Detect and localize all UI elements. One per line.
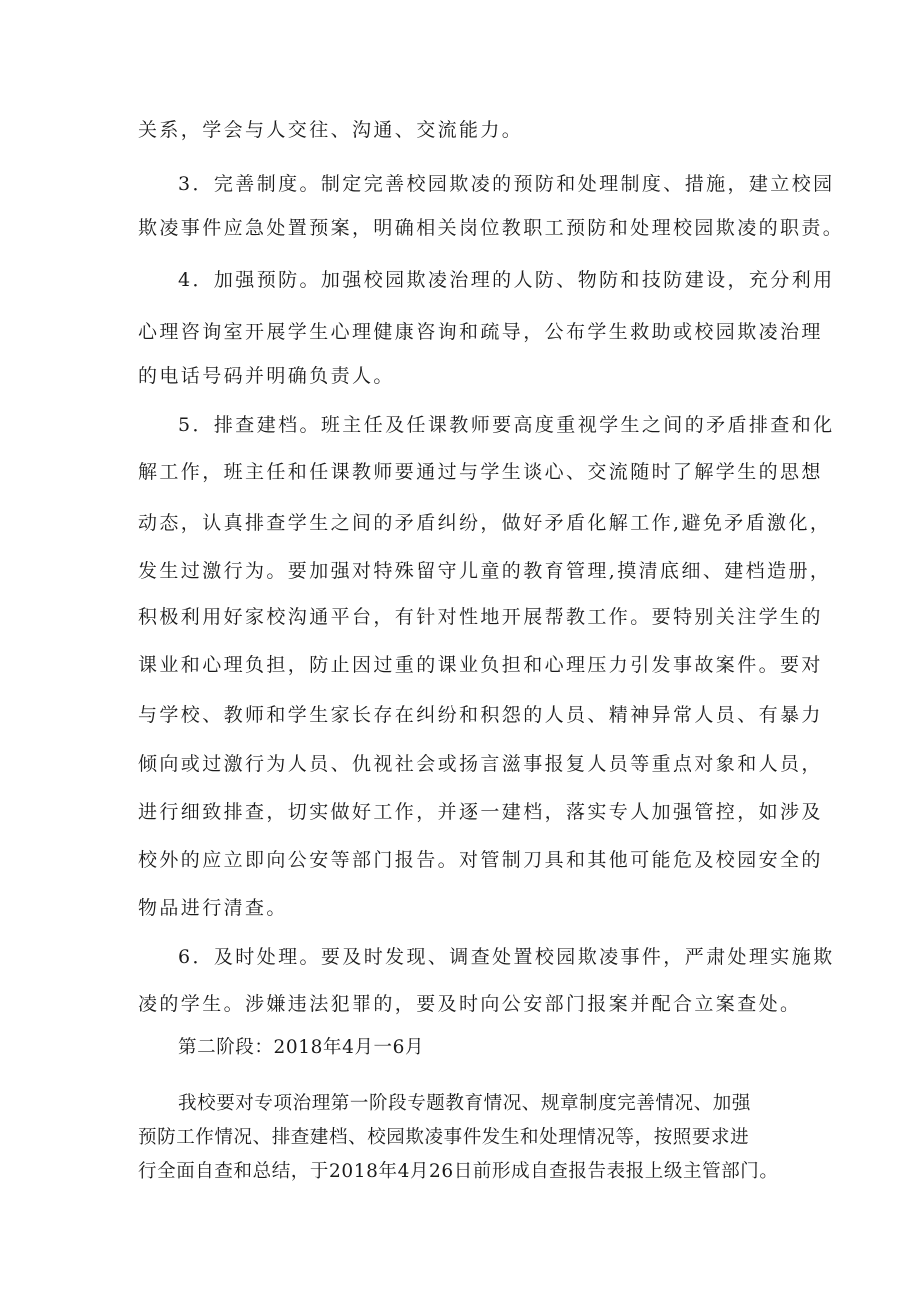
stage-two-heading: 第二阶段：2018年4月一6月 <box>178 1037 425 1058</box>
text-line: 心理咨询室开展学生心理健康咨询和疏导，公布学生救助或校园欺凌治理 <box>138 321 823 343</box>
text-line: 关系，学会与人交往、沟通、交流能力。 <box>138 119 524 141</box>
section-5-heading-line: 5．排查建档。班主任及任课教师要高度重视学生之间的矛盾排查和化 <box>178 414 835 436</box>
text-line: 凌的学生。涉嫌违法犯罪的，要及时向公安部门报案并配合立案查处。 <box>138 993 802 1015</box>
text-line: 解工作，班主任和任课教师要通过与学生谈心、交流随时了解学生的思想 <box>138 461 823 483</box>
text-line: 的电话号码并明确负责人。 <box>138 365 395 387</box>
text-line: 进行细致排查，切实做好工作，并逐一建档，落实专人加强管控，如涉及 <box>138 801 823 823</box>
text-line: 倾向或过激行为人员、仇视社会或扬言滋事报复人员等重点对象和人员， <box>138 753 823 775</box>
text-line: 动态，认真排查学生之间的矛盾纠纷，做好矛盾化解工作,避免矛盾激化， <box>138 512 832 534</box>
section-4-heading-line: 4．加强预防。加强校园欺凌治理的人防、物防和技防建设，充分利用 <box>178 269 835 291</box>
text-line: 与学校、教师和学生家长存在纠纷和积怨的人员、精神异常人员、有暴力 <box>138 704 823 726</box>
text-line: 发生过激行为。要加强对特殊留守儿童的教育管理,摸清底细、建档造册， <box>138 560 832 582</box>
text-line: 欺凌事件应急处置预案，明确相关岗位教职工预防和处理校园欺凌的职责。 <box>138 217 845 239</box>
text-line: 课业和心理负担，防止因过重的课业负担和心理压力引发事故案件。要对 <box>138 654 823 676</box>
text-line: 校外的应立即向公安等部门报告。对管制刀具和其他可能危及校园安全的 <box>138 849 823 871</box>
section-6-heading-line: 6．及时处理。要及时发现、调查处置校园欺凌事件，严肃处理实施欺 <box>178 946 835 968</box>
text-line: 物品进行清查。 <box>138 897 288 919</box>
section-3-heading-line: 3．完善制度。制定完善校园欺凌的预防和处理制度、措施，建立校园 <box>178 173 835 195</box>
stage-two-text-line: 行全面自查和总结，于2018年4月26日前形成自查报告表报上级主管部门。 <box>138 1161 779 1182</box>
text-line: 积极利用好家校沟通平台，有针对性地开展帮教工作。要特别关注学生的 <box>138 606 823 628</box>
stage-two-text-line: 预防工作情况、排查建档、校园欺凌事件发生和处理情况等，按照要求进 <box>138 1127 750 1148</box>
stage-two-text-line: 我校要对专项治理第一阶段专题教育情况、规章制度完善情况、加强 <box>178 1093 752 1114</box>
